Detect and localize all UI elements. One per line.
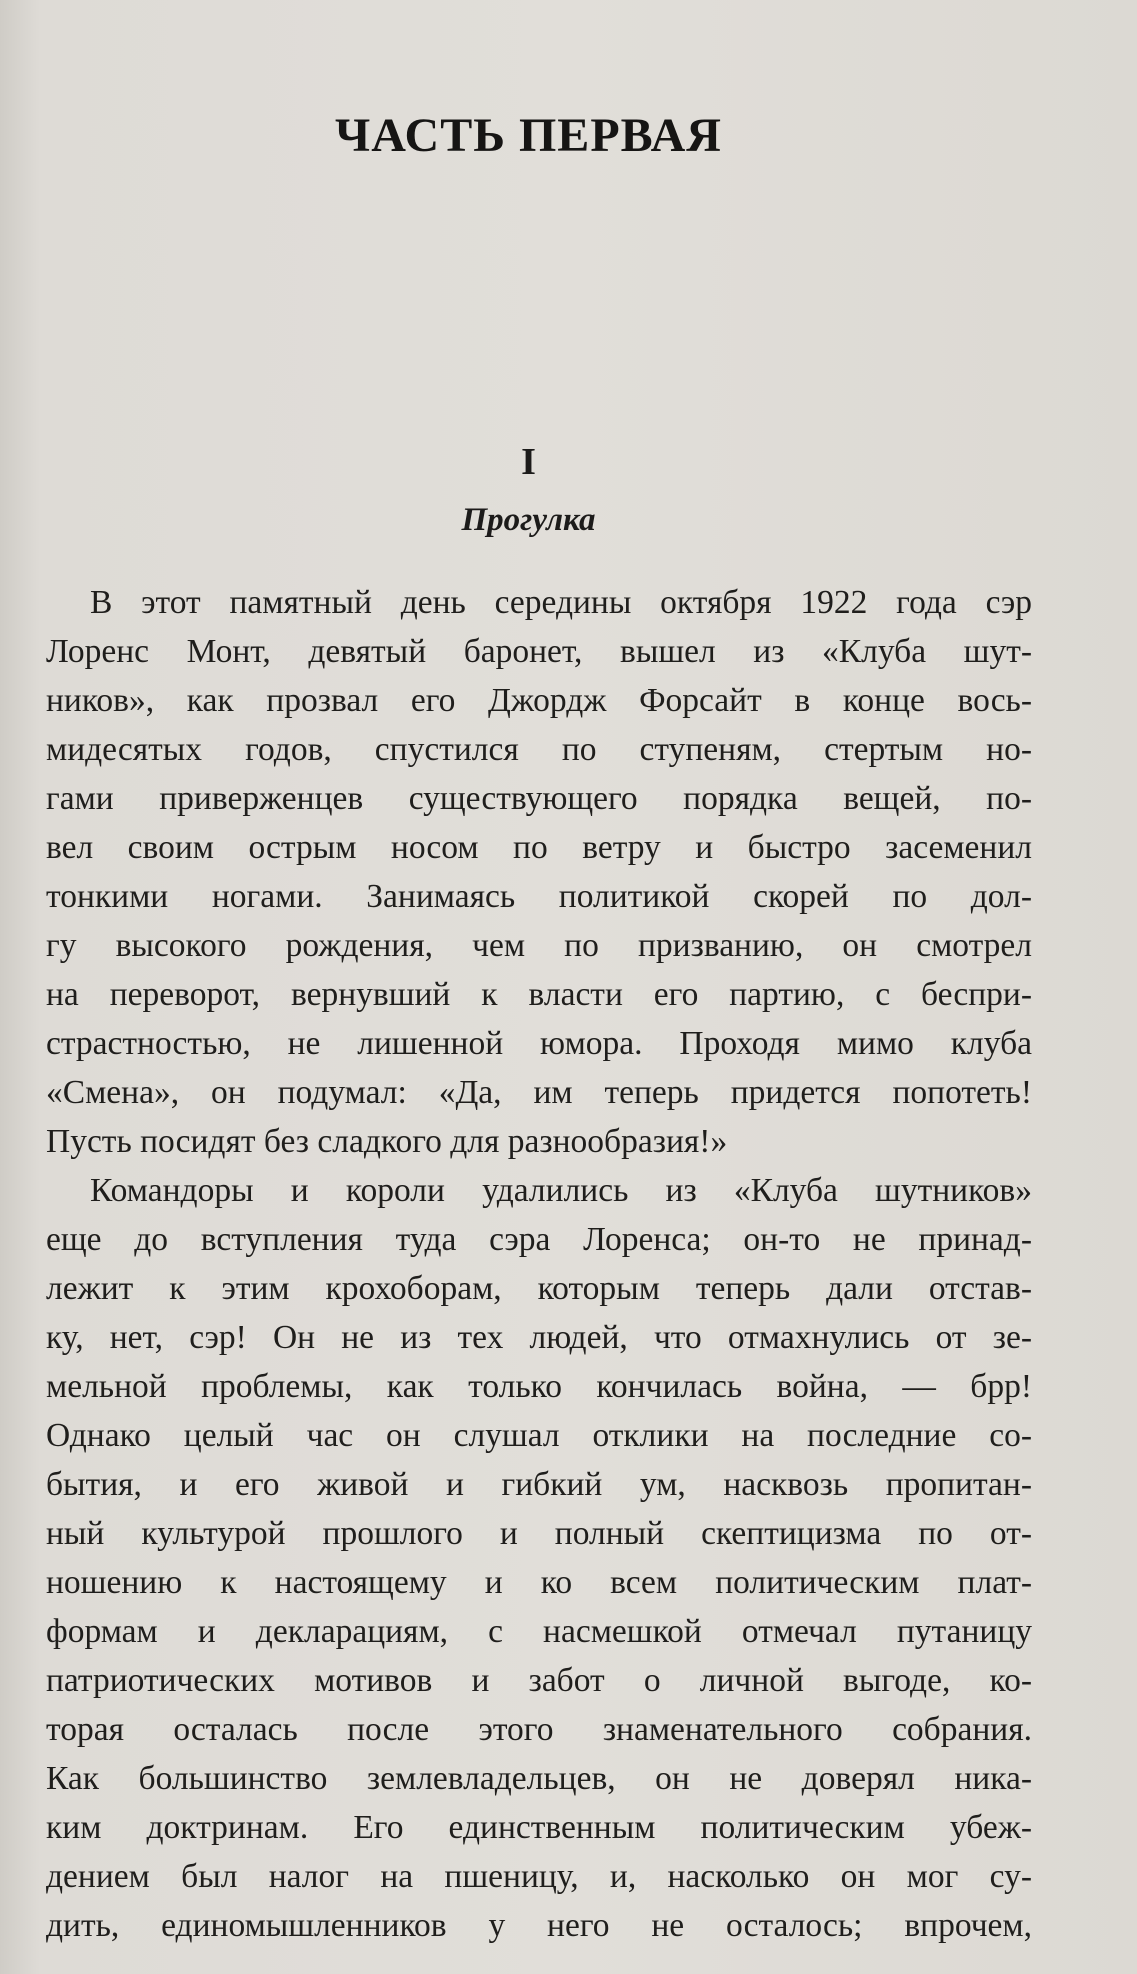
text-line: Лоренс Монт, девятый баронет, вышел из «Клуба шут- <box>46 633 1032 670</box>
text-line: ный культурой прошлого и полный скептицизма по от- <box>46 1515 1032 1552</box>
text-line: Пусть посидят без сладкого для разнообразия!» <box>46 1123 728 1160</box>
text-line: Как большинство землевладельцев, он не доверял ника- <box>46 1760 1032 1797</box>
text-line: вел своим острым носом по ветру и быстро засеменил <box>46 829 1032 866</box>
text-line: В этот памятный день середины октября 1922 года сэр <box>90 584 1032 621</box>
chapter-title: Прогулка <box>461 502 596 538</box>
text-line: мельной проблемы, как только кончилась война, — брр! <box>46 1368 1032 1405</box>
text-line: формам и декларациям, с насмешкой отмечал путаницу <box>46 1613 1032 1650</box>
text-line: дить, единомышленников у него не осталось; впрочем, <box>46 1907 1032 1944</box>
text-line: ким доктринам. Его единственным политическим убеж- <box>46 1809 1032 1846</box>
text-line: ников», как прозвал его Джордж Форсайт в конце вось- <box>46 682 1032 719</box>
text-line: патриотических мотивов и забот о личной выгоде, ко- <box>46 1662 1032 1699</box>
text-line: лежит к этим крохоборам, которым теперь дали отстав- <box>46 1270 1032 1307</box>
text-line: страстностью, не лишенной юмора. Проходя мимо клуба <box>46 1025 1032 1062</box>
text-line: бытия, и его живой и гибкий ум, насквозь пропитан- <box>46 1466 1032 1503</box>
text-line: на переворот, вернувший к власти его партию, с беспри- <box>46 976 1032 1013</box>
text-line: дением был налог на пшеницу, и, насколько он мог су- <box>46 1858 1032 1895</box>
text-line: «Смена», он подумал: «Да, им теперь придется попотеть! <box>46 1074 1032 1111</box>
text-line: мидесятых годов, спустился по ступеням, стертым но- <box>46 731 1032 768</box>
text-line: еще до вступления туда сэра Лоренса; он-то не принад- <box>46 1221 1032 1258</box>
text-line: Однако целый час он слушал отклики на последние со- <box>46 1417 1032 1454</box>
text-line: торая осталась после этого знаменательного собрания. <box>46 1711 1032 1748</box>
body-text <box>46 578 1032 1950</box>
chapter-number: I <box>521 441 536 483</box>
text-line: ношению к настоящему и ко всем политическим плат- <box>46 1564 1032 1601</box>
text-line: Командоры и короли удалились из «Клуба шутников» <box>90 1172 1032 1209</box>
part-title: ЧАСТЬ ПЕРВАЯ <box>335 109 722 162</box>
text-line: гу высокого рождения, чем по призванию, он смотрел <box>46 927 1032 964</box>
text-line: ку, нет, сэр! Он не из тех людей, что отмахнулись от зе- <box>46 1319 1032 1356</box>
text-line: тонкими ногами. Занимаясь политикой скорей по дол- <box>46 878 1032 915</box>
text-line: гами приверженцев существующего порядка вещей, по- <box>46 780 1032 817</box>
